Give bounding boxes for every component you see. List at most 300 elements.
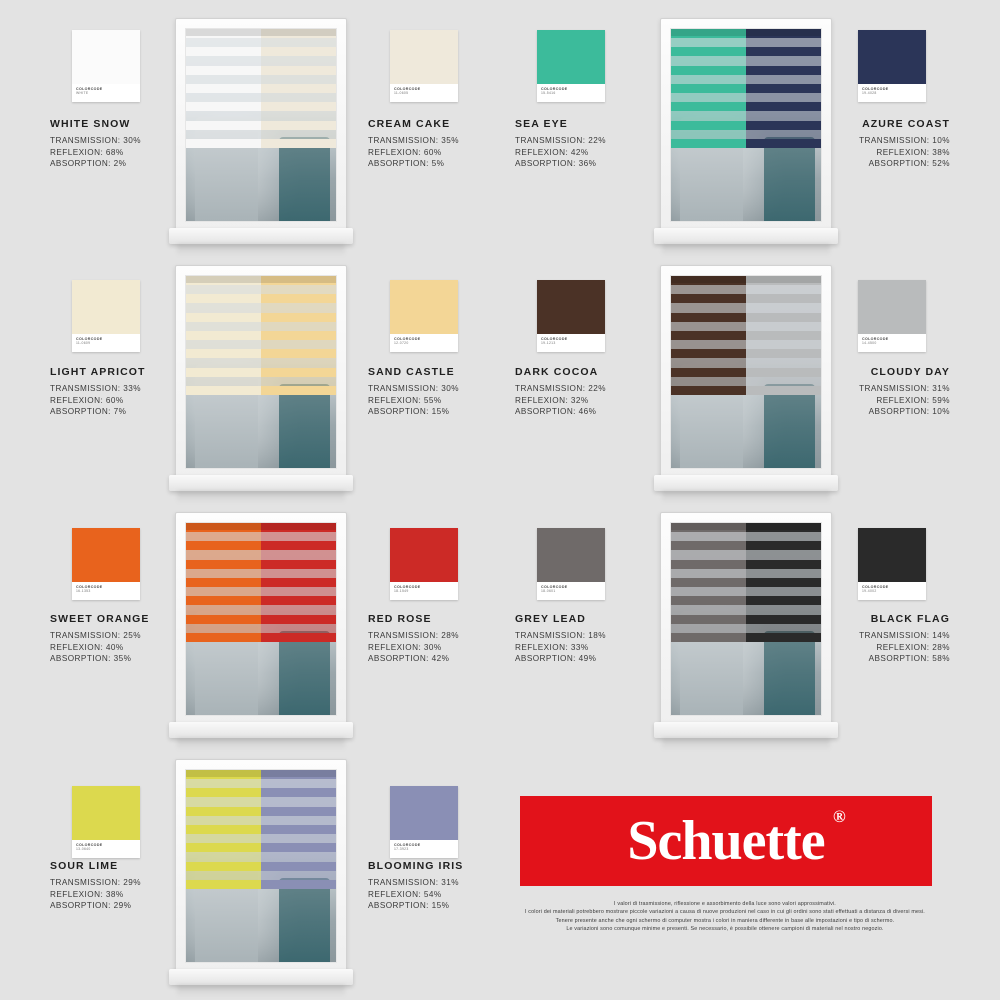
swatch-sweet-orange[interactable] bbox=[72, 528, 140, 600]
reflexion-label: REFLEXION: bbox=[50, 642, 104, 652]
slat-band bbox=[186, 84, 261, 93]
slat-band bbox=[186, 779, 261, 788]
slat-band bbox=[261, 84, 336, 93]
transmission-label: TRANSMISSION: bbox=[368, 878, 439, 887]
slat-band-group bbox=[261, 770, 336, 889]
swatch-colorcode bbox=[390, 840, 458, 858]
reflexion-row bbox=[368, 395, 538, 407]
window-sill bbox=[654, 228, 838, 244]
swatch-info-cloudy-day bbox=[780, 366, 950, 418]
colorcode-value: 13-0640 bbox=[76, 847, 91, 851]
swatch-grey-lead[interactable] bbox=[537, 528, 605, 600]
slat-band bbox=[261, 111, 336, 120]
slat-band bbox=[261, 541, 336, 550]
slat-band bbox=[186, 75, 261, 84]
transmission-label: TRANSMISSION: bbox=[368, 631, 439, 640]
swatch-colorcode bbox=[390, 582, 458, 600]
reflexion-row bbox=[780, 395, 950, 407]
slat-band bbox=[261, 93, 336, 102]
reflexion-value: 33% bbox=[570, 642, 589, 652]
slat-band bbox=[671, 47, 746, 56]
colorcode-value: 15-5416 bbox=[541, 91, 556, 95]
transmission-row bbox=[50, 383, 220, 395]
color-name: CLOUDY DAY bbox=[870, 366, 950, 378]
slat-band bbox=[261, 294, 336, 303]
slat-band bbox=[186, 560, 261, 569]
absorption-row bbox=[368, 406, 538, 418]
slat-band bbox=[746, 587, 821, 596]
slat-band bbox=[746, 331, 821, 340]
slat-band bbox=[671, 303, 746, 312]
swatch-colorcode bbox=[858, 84, 926, 102]
slat-band bbox=[746, 47, 821, 56]
slat-band bbox=[671, 550, 746, 559]
absorption-row bbox=[515, 158, 685, 170]
absorption-row bbox=[50, 900, 220, 912]
slat-band bbox=[261, 587, 336, 596]
colorcode-label: COLORCODE bbox=[76, 337, 103, 341]
absorption-value: 42% bbox=[431, 654, 450, 663]
slat-band bbox=[671, 56, 746, 65]
transmission-value: 14% bbox=[932, 631, 950, 640]
slat-band bbox=[671, 102, 746, 111]
blind-right-half bbox=[261, 276, 336, 468]
swatch-cream-cake[interactable] bbox=[390, 30, 458, 102]
reflexion-row bbox=[780, 642, 950, 654]
absorption-label: ABSORPTION: bbox=[50, 407, 111, 416]
transmission-row bbox=[780, 383, 950, 395]
slat-band bbox=[746, 313, 821, 322]
slat-band-group bbox=[261, 276, 336, 395]
swatch-red-rose[interactable] bbox=[390, 528, 458, 600]
swatch-colorcode bbox=[390, 84, 458, 102]
blind-headrail bbox=[746, 523, 821, 530]
blind-headrail bbox=[671, 276, 746, 283]
absorption-row bbox=[50, 406, 220, 418]
color-name: RED ROSE bbox=[368, 613, 432, 625]
absorption-value: 35% bbox=[113, 654, 132, 663]
absorption-label: ABSORPTION: bbox=[50, 654, 111, 663]
absorption-label: ABSORPTION: bbox=[515, 407, 576, 416]
blind-headrail bbox=[261, 770, 336, 777]
reflexion-row bbox=[50, 395, 220, 407]
slat-band bbox=[671, 84, 746, 93]
slat-band bbox=[261, 633, 336, 642]
slat-band bbox=[746, 541, 821, 550]
slat-band bbox=[186, 66, 261, 75]
colorcode-label: COLORCODE bbox=[394, 843, 421, 847]
slat-band bbox=[671, 322, 746, 331]
transmission-row bbox=[50, 135, 220, 147]
slat-band bbox=[261, 834, 336, 843]
slat-band bbox=[671, 578, 746, 587]
absorption-row bbox=[50, 158, 220, 170]
swatch-sea-eye[interactable] bbox=[537, 30, 605, 102]
window-sill-shadow bbox=[177, 738, 345, 750]
disclaimer-line-3: Tenere presente anche che ogni schermo di computer mostra i colori in maniera differente in base alle impostazioni e tipo di schermo. bbox=[555, 917, 895, 924]
slat-band bbox=[261, 862, 336, 871]
color-name: BLOOMING IRIS bbox=[368, 860, 464, 872]
transmission-row bbox=[50, 630, 220, 642]
transmission-value: 29% bbox=[123, 878, 141, 887]
slat-band bbox=[261, 550, 336, 559]
window-sill-shadow bbox=[662, 491, 830, 503]
slat-band bbox=[671, 532, 746, 541]
slat-band bbox=[261, 331, 336, 340]
slat-band bbox=[261, 779, 336, 788]
slat-band bbox=[746, 102, 821, 111]
window-sill-shadow bbox=[177, 244, 345, 256]
disclaimer-block bbox=[490, 900, 960, 934]
transmission-row bbox=[368, 630, 538, 642]
slat-band bbox=[261, 377, 336, 386]
swatch-sour-lime[interactable] bbox=[72, 786, 140, 858]
blind-headrail bbox=[261, 523, 336, 530]
absorption-label: ABSORPTION: bbox=[50, 901, 111, 910]
reflexion-row bbox=[50, 642, 220, 654]
slat-band bbox=[746, 550, 821, 559]
transmission-row bbox=[368, 383, 538, 395]
colorcode-label: COLORCODE bbox=[541, 87, 568, 91]
slat-band bbox=[186, 797, 261, 806]
disclaimer-line-1: I valori di trasmissione, riflessione e assorbimento della luce sono valori approssimativi. bbox=[614, 901, 836, 907]
slat-band bbox=[186, 340, 261, 349]
slat-band bbox=[261, 56, 336, 65]
transmission-value: 33% bbox=[123, 384, 141, 393]
slat-band-group bbox=[261, 523, 336, 642]
slat-band bbox=[261, 816, 336, 825]
slat-band bbox=[671, 313, 746, 322]
absorption-value: 58% bbox=[932, 654, 950, 663]
transmission-row bbox=[780, 135, 950, 147]
reflexion-label: REFLEXION: bbox=[368, 642, 422, 652]
slat-band bbox=[261, 560, 336, 569]
transmission-value: 10% bbox=[932, 136, 950, 145]
slat-band bbox=[261, 285, 336, 294]
slat-band bbox=[261, 605, 336, 614]
slat-band bbox=[746, 349, 821, 358]
absorption-label: ABSORPTION: bbox=[368, 901, 429, 910]
reflexion-label: REFLEXION: bbox=[50, 395, 104, 405]
transmission-row bbox=[368, 877, 538, 889]
reflexion-value: 55% bbox=[423, 395, 442, 405]
reflexion-row bbox=[780, 147, 950, 159]
swatch-info-light-apricot bbox=[50, 366, 220, 418]
swatch-light-apricot[interactable] bbox=[72, 280, 140, 352]
blind-headrail bbox=[671, 29, 746, 36]
slat-band bbox=[261, 349, 336, 358]
swatch-cloudy-day[interactable] bbox=[858, 280, 926, 352]
transmission-row bbox=[780, 630, 950, 642]
reflexion-value: 59% bbox=[932, 395, 950, 405]
color-name: LIGHT APRICOT bbox=[50, 366, 146, 378]
swatch-info-black-flag bbox=[780, 613, 950, 665]
transmission-label: TRANSMISSION: bbox=[515, 631, 586, 640]
slat-band bbox=[186, 47, 261, 56]
slat-band bbox=[671, 569, 746, 578]
blind-right-half bbox=[261, 770, 336, 962]
registered-mark: ® bbox=[832, 807, 845, 826]
reflexion-value: 40% bbox=[105, 642, 124, 652]
slat-band bbox=[186, 596, 261, 605]
slat-band bbox=[186, 331, 261, 340]
swatch-info-grey-lead bbox=[515, 613, 685, 665]
transmission-row bbox=[50, 877, 220, 889]
absorption-label: ABSORPTION: bbox=[515, 654, 576, 663]
color-name: SAND CASTLE bbox=[368, 366, 455, 378]
slat-band bbox=[671, 294, 746, 303]
swatch-blooming-iris[interactable] bbox=[390, 786, 458, 858]
slat-band bbox=[186, 93, 261, 102]
slat-band bbox=[746, 84, 821, 93]
slat-band bbox=[186, 587, 261, 596]
slat-band bbox=[746, 569, 821, 578]
swatch-info-red-rose bbox=[368, 613, 538, 665]
window-sill bbox=[654, 475, 838, 491]
reflexion-label: REFLEXION: bbox=[515, 642, 569, 652]
slat-band bbox=[186, 541, 261, 550]
swatch-info-sand-castle bbox=[368, 366, 538, 418]
window-sill bbox=[169, 228, 353, 244]
reflexion-row bbox=[515, 642, 685, 654]
transmission-value: 30% bbox=[441, 384, 459, 393]
transmission-value: 35% bbox=[441, 136, 459, 145]
blind-headrail bbox=[261, 276, 336, 283]
brand-name: Schuette bbox=[627, 810, 825, 872]
transmission-row bbox=[515, 383, 685, 395]
slat-band bbox=[186, 102, 261, 111]
slat-band bbox=[186, 56, 261, 65]
window-sill-shadow bbox=[177, 491, 345, 503]
colorcode-value: 11-0609 bbox=[76, 341, 91, 345]
absorption-label: ABSORPTION: bbox=[868, 159, 930, 168]
slat-band bbox=[186, 578, 261, 587]
slat-band bbox=[746, 596, 821, 605]
swatch-colorcode bbox=[537, 582, 605, 600]
blind-right-half bbox=[261, 29, 336, 221]
colorcode-label: COLORCODE bbox=[862, 585, 889, 589]
reflexion-row bbox=[50, 889, 220, 901]
slat-band bbox=[186, 834, 261, 843]
slat-band bbox=[746, 66, 821, 75]
slat-band bbox=[746, 532, 821, 541]
blind-headrail bbox=[186, 523, 261, 530]
colorcode-label: COLORCODE bbox=[76, 87, 103, 91]
slat-band bbox=[261, 340, 336, 349]
slat-band bbox=[261, 121, 336, 130]
window-sill-shadow bbox=[177, 985, 345, 997]
slat-band bbox=[261, 596, 336, 605]
colorcode-label: COLORCODE bbox=[862, 87, 889, 91]
window-sill bbox=[654, 722, 838, 738]
absorption-label: ABSORPTION: bbox=[868, 407, 930, 416]
slat-band bbox=[671, 541, 746, 550]
color-name: DARK COCOA bbox=[515, 366, 599, 378]
colorcode-value: 19-1213 bbox=[541, 341, 556, 345]
colorcode-value: 16-1353 bbox=[76, 589, 91, 593]
swatch-info-azure-coast bbox=[780, 118, 950, 170]
slat-band bbox=[186, 843, 261, 852]
absorption-value: 15% bbox=[431, 901, 450, 910]
blind-right-half bbox=[261, 523, 336, 715]
colorcode-value: 18-1549 bbox=[394, 589, 409, 593]
slat-band bbox=[671, 331, 746, 340]
blind-headrail bbox=[746, 29, 821, 36]
slat-band bbox=[746, 322, 821, 331]
colorcode-value: 19-4002 bbox=[862, 589, 877, 593]
slat-band bbox=[261, 569, 336, 578]
slat-band bbox=[186, 349, 261, 358]
slat-band bbox=[261, 38, 336, 47]
reflexion-value: 60% bbox=[105, 395, 124, 405]
swatch-info-cream-cake bbox=[368, 118, 538, 170]
reflexion-label: REFLEXION: bbox=[515, 395, 569, 405]
colorcode-label: COLORCODE bbox=[394, 337, 421, 341]
slat-band bbox=[261, 66, 336, 75]
slat-band bbox=[261, 532, 336, 541]
slat-band bbox=[186, 807, 261, 816]
transmission-label: TRANSMISSION: bbox=[859, 136, 930, 145]
colorcode-value: WHITE bbox=[76, 91, 89, 95]
slat-band bbox=[746, 560, 821, 569]
reflexion-label: REFLEXION: bbox=[876, 642, 930, 652]
window-sill bbox=[169, 969, 353, 985]
slat-band bbox=[261, 615, 336, 624]
reflexion-value: 30% bbox=[423, 642, 442, 652]
disclaimer-line-2: I colori dei materiali potrebbero mostrare piccole variazioni a causa di nuove produzioni nel caso in cui gli ordini sono stati effettuati a distanza di diversi mesi. bbox=[525, 909, 925, 916]
transmission-label: TRANSMISSION: bbox=[50, 384, 121, 393]
absorption-value: 5% bbox=[431, 159, 445, 168]
colorcode-label: COLORCODE bbox=[541, 337, 568, 341]
slat-band bbox=[261, 313, 336, 322]
absorption-label: ABSORPTION: bbox=[368, 654, 429, 663]
slat-band bbox=[671, 93, 746, 102]
blind-headrail bbox=[746, 276, 821, 283]
colorcode-label: COLORCODE bbox=[541, 585, 568, 589]
colorcode-value: 14-4500 bbox=[862, 341, 877, 345]
slat-band-group bbox=[261, 29, 336, 148]
window-sill-shadow bbox=[662, 244, 830, 256]
reflexion-row bbox=[50, 147, 220, 159]
transmission-value: 22% bbox=[588, 136, 606, 145]
reflexion-value: 68% bbox=[105, 147, 124, 157]
reflexion-label: REFLEXION: bbox=[50, 889, 104, 899]
absorption-label: ABSORPTION: bbox=[368, 159, 429, 168]
swatch-colorcode bbox=[72, 334, 140, 352]
slat-band bbox=[671, 560, 746, 569]
slat-band bbox=[261, 47, 336, 56]
swatch-info-white-snow bbox=[50, 118, 220, 170]
slat-band bbox=[671, 66, 746, 75]
absorption-value: 46% bbox=[578, 407, 597, 416]
slat-band bbox=[261, 102, 336, 111]
transmission-label: TRANSMISSION: bbox=[368, 384, 439, 393]
swatch-info-dark-cocoa bbox=[515, 366, 685, 418]
window-sill bbox=[169, 475, 353, 491]
swatch-dark-cocoa[interactable] bbox=[537, 280, 605, 352]
window-sill bbox=[169, 722, 353, 738]
color-name: SEA EYE bbox=[515, 118, 568, 130]
transmission-row bbox=[368, 135, 538, 147]
colorcode-label: COLORCODE bbox=[394, 87, 421, 91]
transmission-label: TRANSMISSION: bbox=[368, 136, 439, 145]
slat-band bbox=[186, 294, 261, 303]
colorcode-value: 19-4028 bbox=[862, 91, 877, 95]
absorption-value: 10% bbox=[932, 407, 950, 416]
absorption-row bbox=[780, 653, 950, 665]
colorcode-value: 18-0601 bbox=[541, 589, 556, 593]
transmission-label: TRANSMISSION: bbox=[50, 878, 121, 887]
reflexion-label: REFLEXION: bbox=[515, 147, 569, 157]
slat-band bbox=[746, 285, 821, 294]
slat-band bbox=[186, 313, 261, 322]
absorption-label: ABSORPTION: bbox=[868, 654, 930, 663]
slat-band bbox=[671, 38, 746, 47]
absorption-value: 7% bbox=[113, 407, 127, 416]
colorcode-value: 12-0720 bbox=[394, 341, 409, 345]
slat-band bbox=[261, 871, 336, 880]
swatch-sand-castle[interactable] bbox=[390, 280, 458, 352]
slat-band bbox=[746, 75, 821, 84]
swatch-white-snow[interactable] bbox=[72, 30, 140, 102]
slat-band bbox=[746, 294, 821, 303]
absorption-label: ABSORPTION: bbox=[368, 407, 429, 416]
transmission-label: TRANSMISSION: bbox=[50, 136, 121, 145]
brand-logo bbox=[520, 796, 932, 886]
swatch-colorcode bbox=[537, 334, 605, 352]
color-name: AZURE COAST bbox=[862, 118, 950, 130]
reflexion-label: REFLEXION: bbox=[876, 395, 930, 405]
absorption-row bbox=[515, 406, 685, 418]
slat-band bbox=[186, 303, 261, 312]
reflexion-row bbox=[368, 642, 538, 654]
swatch-black-flag[interactable] bbox=[858, 528, 926, 600]
slat-band bbox=[261, 130, 336, 139]
slat-band bbox=[261, 825, 336, 834]
swatch-colorcode bbox=[72, 84, 140, 102]
reflexion-value: 32% bbox=[570, 395, 589, 405]
absorption-row bbox=[50, 653, 220, 665]
reflexion-row bbox=[515, 395, 685, 407]
transmission-label: TRANSMISSION: bbox=[859, 384, 930, 393]
color-name: SOUR LIME bbox=[50, 860, 119, 872]
slat-band bbox=[186, 569, 261, 578]
color-name: WHITE SNOW bbox=[50, 118, 131, 130]
blind-headrail bbox=[186, 29, 261, 36]
slat-band bbox=[261, 139, 336, 148]
colorcode-label: COLORCODE bbox=[862, 337, 889, 341]
slat-band bbox=[261, 880, 336, 889]
swatch-azure-coast[interactable] bbox=[858, 30, 926, 102]
transmission-value: 18% bbox=[588, 631, 606, 640]
absorption-row bbox=[368, 158, 538, 170]
absorption-value: 49% bbox=[578, 654, 597, 663]
absorption-row bbox=[780, 158, 950, 170]
slat-band bbox=[671, 587, 746, 596]
transmission-row bbox=[515, 630, 685, 642]
slat-band bbox=[671, 349, 746, 358]
reflexion-label: REFLEXION: bbox=[368, 889, 422, 899]
slat-band bbox=[261, 578, 336, 587]
color-name: CREAM CAKE bbox=[368, 118, 451, 130]
absorption-value: 36% bbox=[578, 159, 597, 168]
slat-band bbox=[261, 624, 336, 633]
reflexion-value: 54% bbox=[423, 889, 442, 899]
slat-band bbox=[261, 852, 336, 861]
swatch-colorcode bbox=[72, 840, 140, 858]
slat-band bbox=[261, 788, 336, 797]
absorption-label: ABSORPTION: bbox=[515, 159, 576, 168]
